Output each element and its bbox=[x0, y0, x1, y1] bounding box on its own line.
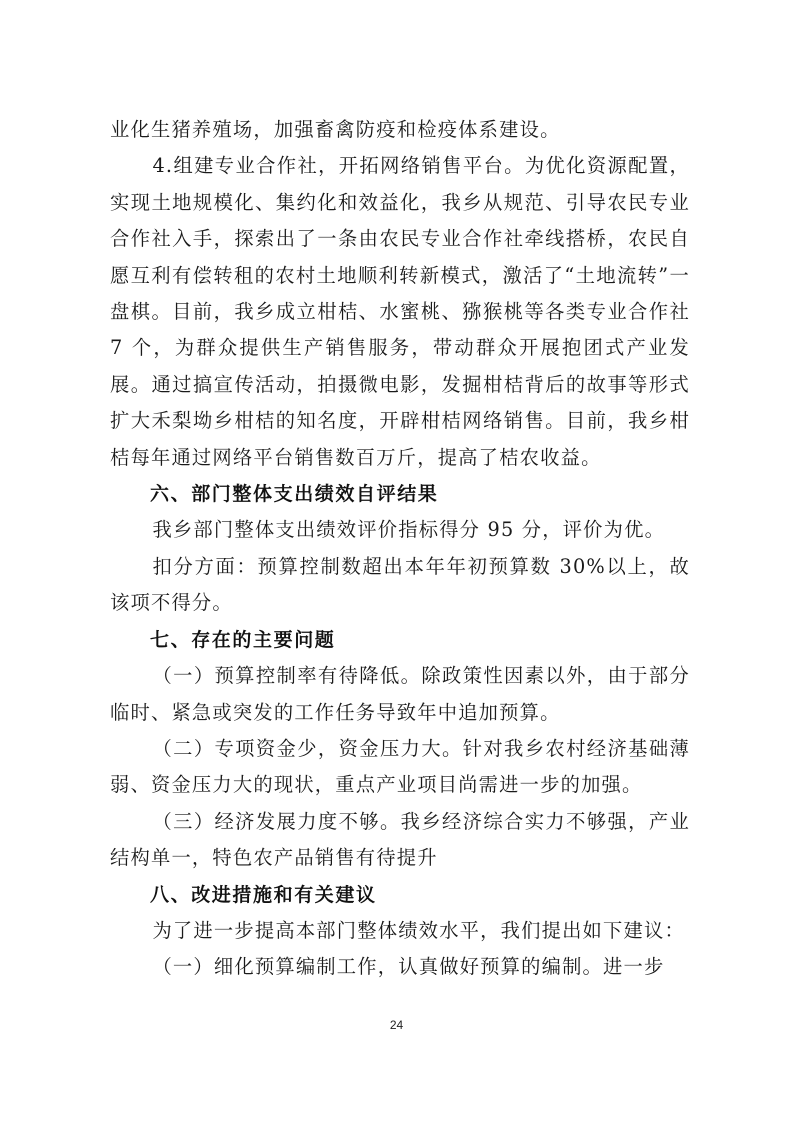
paragraph: （一）细化预算编制工作，认真做好预算的编制。进一步 bbox=[152, 955, 665, 979]
paragraph: 我乡部门整体支出绩效评价指标得分 95 分，评价为优。 bbox=[152, 518, 666, 542]
section-heading: 六、部门整体支出绩效自评结果 bbox=[150, 483, 439, 506]
paragraph: （三）经济发展力度不够。我乡经济综合实力不够强，产业结构单一，特色农产品销售有待提升 bbox=[110, 809, 690, 870]
paragraph: 4.组建专业合作社，开拓网络销售平台。为优化资源配置，实现土地规模化、集约化和效益化，我乡从规范、引导农民专业合作社入手，探索出了一条由农民专业合作社牵线搭桥，农民自愿互利有偿转租的农村土地顺利转新模式，激活了“土地流转”一盘棋。目前，我乡成立柑桔、水蜜桃、猕猴桃等各类专业合作社 7 个，为群众提供生产销售服务，带动群众开展抱团式产业发展。通过搞宣传活动，拍摄微电影，发掘柑桔背后的故事等形式扩大禾梨坳乡柑桔的知名度，开辟柑桔网络销售。目前，我乡柑桔每年通过网络平台销售数百万斤，提高了桔农收益。 bbox=[110, 154, 690, 469]
paragraph: 为了进一步提高本部门整体绩效水平，我们提出如下建议： bbox=[152, 918, 685, 942]
paragraph: 扣分方面：预算控制数超出本年年初预算数 30%以上，故该项不得分。 bbox=[110, 554, 690, 615]
paragraph: 业化生猪养殖场，加强畜禽防疫和检疫体系建设。 bbox=[110, 118, 561, 141]
section-heading: 七、存在的主要问题 bbox=[150, 628, 336, 651]
page-number: 24 bbox=[389, 1018, 404, 1032]
section-heading: 八、改进措施和有关建议 bbox=[150, 883, 377, 906]
paragraph: （二）专项资金少，资金压力大。针对我乡农村经济基础薄弱、资金压力大的现状，重点产业项目尚需进一步的加强。 bbox=[110, 736, 690, 797]
paragraph: （一）预算控制率有待降低。除政策性因素以外，由于部分临时、紧急或突发的工作任务导致年中追加预算。 bbox=[110, 664, 690, 724]
document-body bbox=[110, 112, 690, 986]
